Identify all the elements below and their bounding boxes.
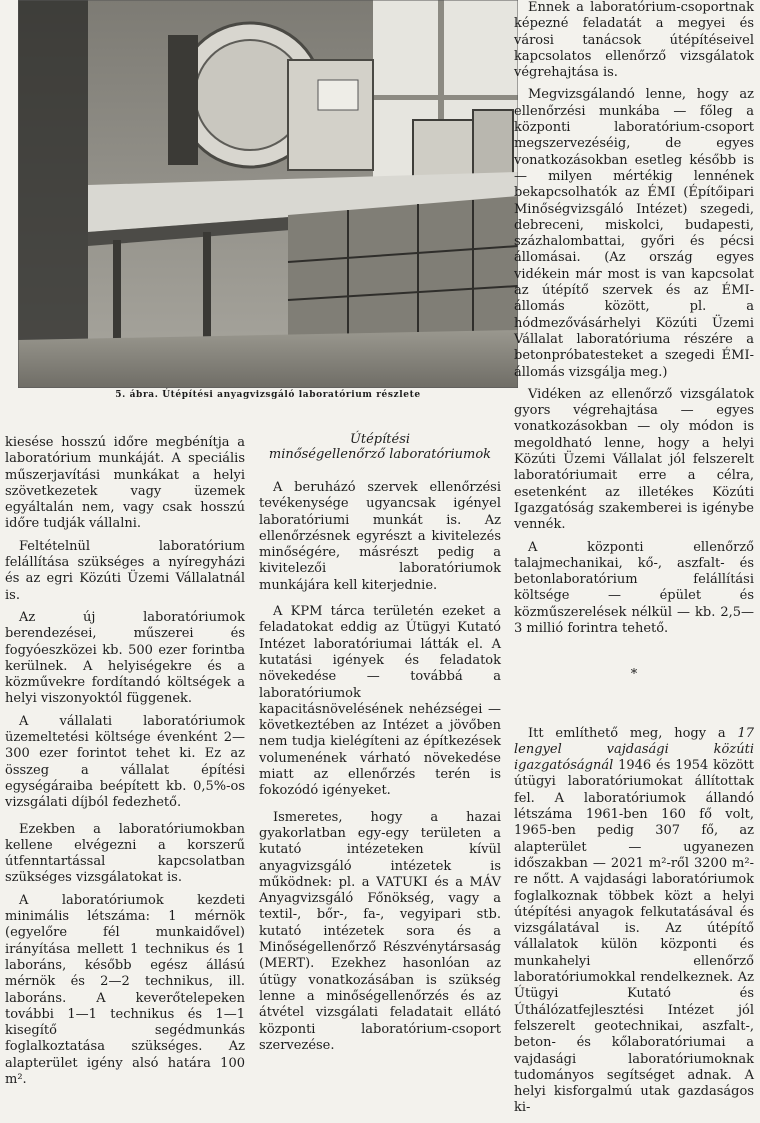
paragraph: Feltételnül laboratórium felállítása szükséges a nyíregyházi és az egri Közúti Üzemi Vállalatnál is. [5, 538, 245, 603]
paragraph-intro: Itt említhető meg, hogy a [528, 725, 738, 741]
paragraph-emphasis: 17 lengyel vajdasági közúti igazgatóságnál [514, 725, 754, 774]
paragraph: kiesése hosszú időre megbénítja a laboratórium munkáját. A speciális műszerjavítási munkákat a helyi szövetkezetek vagy üzemek egyáltalán nem, vagy csak hosszú időre tudják vállalni. [5, 435, 245, 532]
paragraph: A KPM tárca területén ezeket a feladatokat eddig az Útügyi Kutató Intézet laboratóriumai látták el. A kutatási igények és feladatok növekedése — továbbá a laboratóriumok kapacitásnövelésének nehézségei — következtében az Intézet a jövőben nem tudja kielégíteni az építkezések volumenének várható növekedése miatt az ellenőrzés terén is fokozódó igényeket. [259, 604, 501, 799]
text-column-middle [259, 432, 501, 1060]
figure-caption: 5. ábra. Útépítési anyagvizsgáló laboratórium részlete [115, 390, 421, 400]
section-heading [259, 432, 501, 462]
text-column-left [5, 435, 245, 1094]
section-separator: * [630, 667, 638, 683]
paragraph-rest: 1946 és 1954 között útügyi laboratóriumokat állítottak fel. A laboratóriumok állandó létszáma 1961-ben 160 fő volt, 1965-ben pedig 307 fő, az alapterület — ugyanezen időszakban — 2021 m²-ről 3200 m²-re nőtt. A vajdasági laboratóriumok foglalkoznak többek közt a helyi útépítési anyagok felkutatásával és vizsgálatával is. Az útépítő vállalatok külön központi és munkahelyi ellenőrző laboratóriumokkal rendelkeznek. Az Útügyi Kutató és Úthálózatfejlesztési Intézet jól felszerelt geotechnikai, aszfalt-, beton- és kőlaboratóriumai a vajdasági laboratóriumoknak tudományos segítséget adnak. A helyi kisforgalmú utak gazdaságos ki- [514, 758, 754, 1116]
paragraph: Ismeretes, hogy a hazai gyakorlatban egy-egy területen a kutató intézeteken kívül anyagvizsgáló intézetek is működnek: pl. a VATUKI és a MÁV Anyagvizsgáló Főnökség, vagy a textil-, bőr-, fa-, vegyipari stb. kutató intézetek sora és a Minőségellenőrző Részvénytársaság (MERT). Ezekhez hasonlóan az útügy vonatkozásában is szükség lenne a minőségellenőrzés és az átvétel vizsgálati feladatait ellátó központi laboratórium-csoport szervezése. [259, 809, 501, 1053]
paragraph: A vállalati laboratóriumok üzemeltetési költsége évenként 2—300 ezer forintot tehet ki. Ez az összeg a vállalat építési egységáraiba beépített kb. 0,5%-os vizsgálati díjból fedezhető. [5, 713, 245, 811]
laboratory-photo [18, 0, 518, 388]
paragraph: A laboratóriumok kezdeti minimális létszáma: 1 mérnök (egyelőre fél munkaidővel) irányítása mellett 1 technikus és 1 laboráns, később egész állású mérnök és 2—2 technikus, ill. laboráns. A keverőtelepeken további 1—1 technikus és 1—1 kisegítő segédmunkás foglalkoztatása szükséges. Az alapterület igény alsó határa 100 m². [5, 892, 245, 1087]
paragraph [514, 726, 754, 1117]
paragraph: Ezekben a laboratóriumokban kellene elvégezni a korszerű útfenntartással kapcsolatban szükséges vizsgálatokat is. [5, 821, 245, 886]
paragraph: Az új laboratóriumok berendezései, műszerei és fogyóeszközei kb. 500 ezer forintba kerülnek. A helyiségekre és a közművekre fordítandó költségek a helyi viszonyoktól függenek. [5, 609, 245, 707]
paragraph: Vidéken az ellenőrző vizsgálatok gyors végrehajtása — egyes vonatkozásokban — oly módon is megoldható lenne, hogy a helyi Közúti Üzemi Vállalat jól felszerelt laboratóriumait erre a célra, esetenként az illetékes Közúti Igazgatóság szakemberei is igénybe vennék. [514, 386, 754, 533]
paragraph: A központi ellenőrző talajmechanikai, kő-, aszfalt- és betonlaboratórium felállítási költsége — épület és közműszerelések nélkül — kb. 2,5—3 millió forintra tehető. [514, 539, 754, 636]
paragraph: Ennek a laboratórium-csoportnak képezné feladatát a megyei és városi tanácsok útépítéseivel kapcsolatos ellenőrző vizsgálatok végrehajtása is. [514, 0, 754, 81]
paragraph: Megvizsgálandó lenne, hogy az ellenőrzési munkába — főleg a központi laboratórium-csoport megszervezéséig, de egyes vonatkozásokban esetleg később is — milyen mértékig lennének bekapcsolhatók az ÉMI (Építőipari Minőségvizsgáló Intézet) szegedi, debreceni, miskolci, budapesti, százhalombattai, győri és pécsi állomásai. (Az ország egyes vidékein már most is van kapcsolat az útépítő szervek és az ÉMI-állomás között, pl. a hódmezővásárhelyi Közúti Üzemi Vállalat laboratóriuma részére a betonpróbatesteket a szegedi ÉMI-állomás vizsgálja meg.) [514, 87, 754, 380]
section-heading-line2: minőségellenőrző laboratóriumok [268, 447, 492, 462]
section-heading-line1: Útépítési [349, 432, 411, 447]
paragraph: A beruházó szervek ellenőrzési tevékenysége ugyancsak igényel laboratóriumi munkát is. Az ellenőrzésnek egyrészt a kivitelezés minőségére, másrészt pedig a kivitelezői laboratóriumok munkájára kell kiterjednie. [259, 480, 501, 593]
text-column-right [514, 0, 754, 1123]
